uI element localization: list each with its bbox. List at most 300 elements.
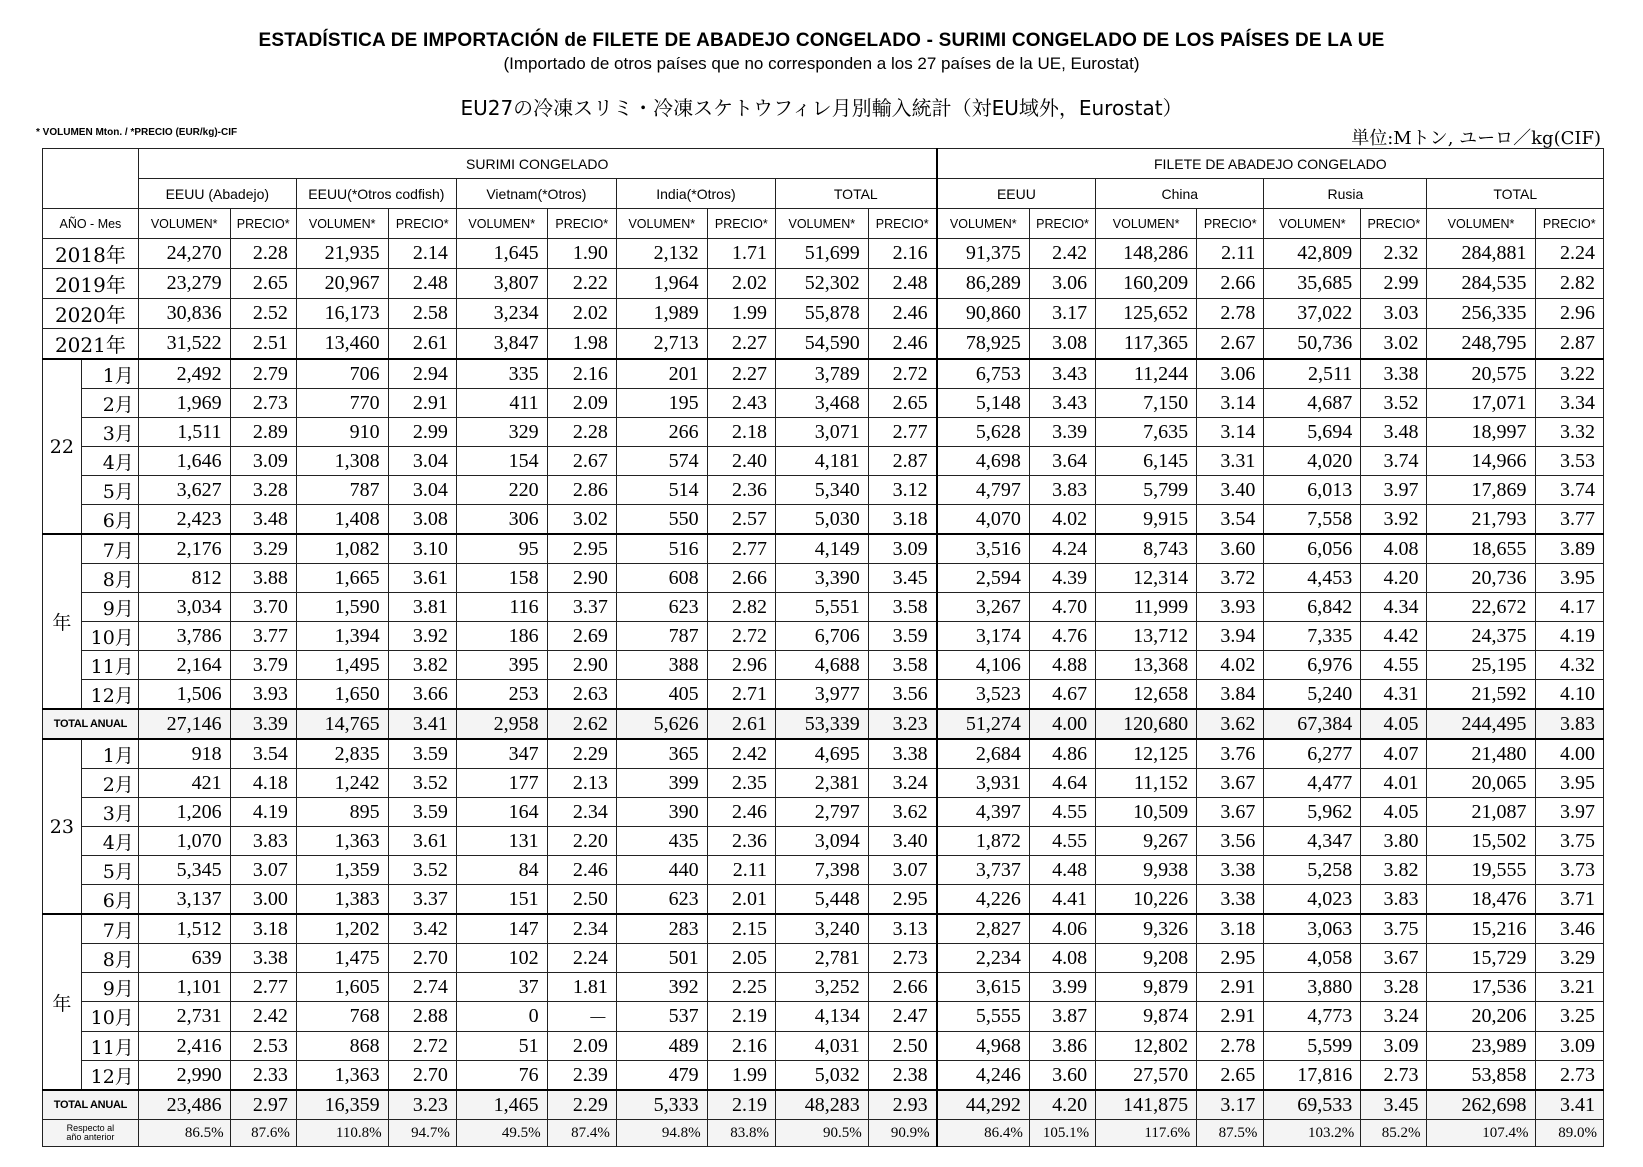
volume-cell: 5,340 — [775, 476, 868, 505]
price-cell: 3.39 — [1029, 418, 1095, 447]
respect-previous-year-row — [43, 1120, 1604, 1147]
volume-cell: 17,869 — [1427, 476, 1535, 505]
volume-cell: 5,799 — [1096, 476, 1197, 505]
price-cell: 3.18 — [868, 505, 936, 535]
price-cell: 2.78 — [1197, 1032, 1264, 1061]
price-cell: 2.78 — [1197, 299, 1264, 329]
volume-cell: 3,880 — [1264, 973, 1361, 1002]
volume-cell: 17,816 — [1264, 1061, 1361, 1091]
price-cell: 3.38 — [1197, 885, 1264, 915]
volume-cell: 1,605 — [296, 973, 388, 1002]
month-row — [43, 593, 1604, 622]
volume-cell: 6,976 — [1264, 651, 1361, 680]
unit-note: * VOLUMEN Mton. / *PRECIO (EUR/kg)-CIF — [36, 127, 238, 138]
volume-cell: 31,522 — [138, 329, 230, 360]
price-cell: 2.74 — [388, 973, 456, 1002]
volume-cell: 86.4% — [937, 1120, 1030, 1147]
volume-cell: 13,712 — [1096, 622, 1197, 651]
price-cell: 3.29 — [230, 534, 296, 564]
price-cell: 2.66 — [707, 564, 775, 593]
volume-cell: 2,781 — [775, 944, 868, 973]
column-header-volumen: VOLUMEN* — [937, 209, 1030, 239]
year-label: 2021年 — [43, 329, 139, 360]
price-cell: 2.67 — [1197, 329, 1264, 360]
price-cell: 3.04 — [388, 476, 456, 505]
volume-cell: 2,511 — [1264, 359, 1361, 389]
volume-cell: 5,148 — [937, 389, 1030, 418]
volume-cell: 12,314 — [1096, 564, 1197, 593]
price-cell: 2.90 — [547, 564, 616, 593]
volume-cell: 623 — [616, 885, 707, 915]
volume-cell: 90,860 — [937, 299, 1030, 329]
volume-cell: 2,731 — [138, 1002, 230, 1032]
volume-cell: 76 — [456, 1061, 547, 1091]
volume-cell: 918 — [138, 739, 230, 769]
volume-cell: 2,713 — [616, 329, 707, 360]
month-label: 6月 — [81, 505, 138, 535]
price-cell: 2.95 — [1197, 944, 1264, 973]
volume-cell: 117.6% — [1096, 1120, 1197, 1147]
price-cell: 2.73 — [230, 389, 296, 418]
volume-cell: 4,226 — [937, 885, 1030, 915]
price-cell: 3.07 — [230, 856, 296, 885]
price-cell: 2.05 — [707, 944, 775, 973]
price-cell: 2.82 — [1535, 269, 1603, 299]
price-cell: 3.83 — [1361, 885, 1427, 915]
month-row — [43, 447, 1604, 476]
price-cell: 3.10 — [388, 534, 456, 564]
volume-cell: 86.5% — [138, 1120, 230, 1147]
column-header-volumen: VOLUMEN* — [616, 209, 707, 239]
volume-cell: 42,809 — [1264, 239, 1361, 269]
month-label: 8月 — [81, 944, 138, 973]
volume-cell: 5,555 — [937, 1002, 1030, 1032]
month-row — [43, 359, 1604, 389]
volume-cell: 7,398 — [775, 856, 868, 885]
volume-cell: 347 — [456, 739, 547, 769]
total-annual-label: TOTAL ANUAL — [43, 709, 139, 739]
month-row — [43, 564, 1604, 593]
volume-cell: 120,680 — [1096, 709, 1197, 739]
volume-cell: 55,878 — [775, 299, 868, 329]
price-cell: 4.01 — [1361, 769, 1427, 798]
price-cell: 2.15 — [707, 914, 775, 944]
price-cell: 1.99 — [707, 1061, 775, 1091]
volume-cell: 4,106 — [937, 651, 1030, 680]
volume-cell: 1,645 — [456, 239, 547, 269]
price-cell: 2.09 — [547, 1032, 616, 1061]
volume-cell: 14,765 — [296, 709, 388, 739]
volume-cell: 20,575 — [1427, 359, 1535, 389]
volume-cell: 1,394 — [296, 622, 388, 651]
year-suffix-label: 年 — [43, 534, 82, 709]
page-title: ESTADÍSTICA DE IMPORTACIÓN de FILETE DE ABADEJO CONGELADO - SURIMI CONGELADO DE LOS PAÍSES DE LA UE — [258, 30, 1385, 51]
volume-cell: 1,206 — [138, 798, 230, 827]
price-cell: 1.71 — [707, 239, 775, 269]
price-cell: 2.73 — [868, 944, 936, 973]
price-cell: 3.14 — [1197, 418, 1264, 447]
volume-cell: 4,134 — [775, 1002, 868, 1032]
volume-cell: 50,736 — [1264, 329, 1361, 360]
price-cell: 2.62 — [547, 709, 616, 739]
volume-cell: 9,879 — [1096, 973, 1197, 1002]
price-cell: 4.08 — [1361, 534, 1427, 564]
volume-cell: 4,688 — [775, 651, 868, 680]
price-cell: 3.02 — [547, 505, 616, 535]
price-cell: 3.93 — [1197, 593, 1264, 622]
annual-row — [43, 269, 1604, 299]
volume-cell: 3,240 — [775, 914, 868, 944]
month-row — [43, 651, 1604, 680]
volume-cell: 1,989 — [616, 299, 707, 329]
price-cell: 3.92 — [388, 622, 456, 651]
month-label: 5月 — [81, 476, 138, 505]
month-label: 4月 — [81, 827, 138, 856]
volume-cell: 158 — [456, 564, 547, 593]
volume-cell: 11,999 — [1096, 593, 1197, 622]
volume-cell: 5,626 — [616, 709, 707, 739]
price-cell: 3.08 — [1029, 329, 1095, 360]
month-row — [43, 739, 1604, 769]
volume-cell: 365 — [616, 739, 707, 769]
price-cell: 4.05 — [1361, 709, 1427, 739]
volume-cell: 2,416 — [138, 1032, 230, 1061]
month-label: 3月 — [81, 798, 138, 827]
price-cell: 3.09 — [868, 534, 936, 564]
volume-cell: 18,476 — [1427, 885, 1535, 915]
volume-cell: 18,997 — [1427, 418, 1535, 447]
price-cell: 3.28 — [1361, 973, 1427, 1002]
volume-cell: 405 — [616, 680, 707, 710]
month-label: 6月 — [81, 885, 138, 915]
price-cell: 90.9% — [868, 1120, 936, 1147]
price-cell: 3.80 — [1361, 827, 1427, 856]
column-header-precio: PRECIO* — [547, 209, 616, 239]
price-cell: 3.52 — [1361, 389, 1427, 418]
price-cell: 4.05 — [1361, 798, 1427, 827]
price-cell: 4.34 — [1361, 593, 1427, 622]
month-label: 11月 — [81, 1032, 138, 1061]
month-label: 2月 — [81, 389, 138, 418]
price-cell: 3.84 — [1197, 680, 1264, 710]
volume-cell: 48,283 — [775, 1090, 868, 1120]
volume-cell: 3,034 — [138, 593, 230, 622]
price-cell: 3.07 — [868, 856, 936, 885]
price-cell: 2.86 — [547, 476, 616, 505]
price-cell: 2.29 — [547, 739, 616, 769]
volume-cell: 35,685 — [1264, 269, 1361, 299]
column-header-precio: PRECIO* — [230, 209, 296, 239]
price-cell: 4.55 — [1361, 651, 1427, 680]
price-cell: 3.09 — [230, 447, 296, 476]
price-cell: 3.56 — [1197, 827, 1264, 856]
volume-cell: 6,277 — [1264, 739, 1361, 769]
sub-header-surimi-eeuu-abadejo: EEUU (Abadejo) — [138, 179, 296, 209]
price-cell: 3.41 — [1535, 1090, 1603, 1120]
price-cell: 3.04 — [388, 447, 456, 476]
volume-cell: 550 — [616, 505, 707, 535]
volume-cell: 95 — [456, 534, 547, 564]
price-cell: 2.28 — [547, 418, 616, 447]
volume-cell: 125,652 — [1096, 299, 1197, 329]
volume-cell: 1,082 — [296, 534, 388, 564]
sub-header-surimi-total: TOTAL — [775, 179, 936, 209]
column-header-volumen: VOLUMEN* — [138, 209, 230, 239]
price-cell: 4.02 — [1197, 651, 1264, 680]
price-cell: 3.79 — [230, 651, 296, 680]
price-cell: 85.2% — [1361, 1120, 1427, 1147]
volume-cell: 20,206 — [1427, 1002, 1535, 1032]
volume-cell: 4,687 — [1264, 389, 1361, 418]
price-cell: 3.62 — [868, 798, 936, 827]
volume-cell: 51 — [456, 1032, 547, 1061]
price-cell: 3.32 — [1535, 418, 1603, 447]
price-cell: 2.25 — [707, 973, 775, 1002]
month-label: 2月 — [81, 769, 138, 798]
volume-cell: 103.2% — [1264, 1120, 1361, 1147]
volume-cell: 1,363 — [296, 827, 388, 856]
price-cell: 3.18 — [1197, 914, 1264, 944]
price-cell: 3.25 — [1535, 1002, 1603, 1032]
month-label: 7月 — [81, 914, 138, 944]
volume-cell: 4,698 — [937, 447, 1030, 476]
volume-cell: 1,383 — [296, 885, 388, 915]
price-cell: 3.38 — [1197, 856, 1264, 885]
price-cell: 3.37 — [547, 593, 616, 622]
month-row — [43, 389, 1604, 418]
volume-cell: 4,149 — [775, 534, 868, 564]
volume-cell: 148,286 — [1096, 239, 1197, 269]
volume-cell: 5,628 — [937, 418, 1030, 447]
price-cell: 2.48 — [388, 269, 456, 299]
price-cell: 2.77 — [707, 534, 775, 564]
price-cell: 2.61 — [388, 329, 456, 360]
volume-cell: 5,599 — [1264, 1032, 1361, 1061]
column-header-volumen: VOLUMEN* — [1096, 209, 1197, 239]
volume-cell: 3,468 — [775, 389, 868, 418]
volume-cell: 2,835 — [296, 739, 388, 769]
volume-cell: 910 — [296, 418, 388, 447]
price-cell: 3.61 — [388, 827, 456, 856]
price-cell: 3.48 — [230, 505, 296, 535]
volume-cell: 23,989 — [1427, 1032, 1535, 1061]
volume-cell: 86,289 — [937, 269, 1030, 299]
page-subtitle: (Importado de otros países que no corresponden a los 27 países de la UE, Eurostat) — [503, 54, 1140, 73]
price-cell: 2.16 — [707, 1032, 775, 1061]
price-cell: 3.24 — [1361, 1002, 1427, 1032]
volume-cell: 516 — [616, 534, 707, 564]
volume-cell: 15,502 — [1427, 827, 1535, 856]
volume-cell: 15,729 — [1427, 944, 1535, 973]
volume-cell: 2,797 — [775, 798, 868, 827]
price-cell: 4.39 — [1029, 564, 1095, 593]
volume-cell: 1,650 — [296, 680, 388, 710]
volume-cell: 12,658 — [1096, 680, 1197, 710]
price-cell: 2.34 — [547, 798, 616, 827]
price-cell: 2.87 — [1535, 329, 1603, 360]
volume-cell: 2,990 — [138, 1061, 230, 1091]
price-cell: 2.46 — [707, 798, 775, 827]
price-cell: 4.08 — [1029, 944, 1095, 973]
volume-cell: 10,509 — [1096, 798, 1197, 827]
volume-cell: 5,240 — [1264, 680, 1361, 710]
volume-cell: 812 — [138, 564, 230, 593]
price-cell: 2.52 — [230, 299, 296, 329]
price-cell: 2.69 — [547, 622, 616, 651]
month-row — [43, 769, 1604, 798]
volume-cell: 2,234 — [937, 944, 1030, 973]
price-cell: 4.06 — [1029, 914, 1095, 944]
volume-cell: 24,270 — [138, 239, 230, 269]
month-label: 10月 — [81, 622, 138, 651]
volume-cell: 24,375 — [1427, 622, 1535, 651]
price-cell: 4.20 — [1361, 564, 1427, 593]
volume-cell: 11,244 — [1096, 359, 1197, 389]
price-cell: 2.42 — [1029, 239, 1095, 269]
volume-cell: 21,480 — [1427, 739, 1535, 769]
volume-cell: 1,359 — [296, 856, 388, 885]
month-label: 3月 — [81, 418, 138, 447]
annual-row — [43, 239, 1604, 269]
price-cell: 4.41 — [1029, 885, 1095, 915]
unit-note-japanese: 単位:Mトン, ユーロ／kg(CIF) — [1351, 128, 1601, 149]
volume-cell: 1,101 — [138, 973, 230, 1002]
volume-cell: 1,308 — [296, 447, 388, 476]
volume-cell: 4,347 — [1264, 827, 1361, 856]
volume-cell: 5,258 — [1264, 856, 1361, 885]
volume-cell: 5,333 — [616, 1090, 707, 1120]
price-cell: 3.75 — [1361, 914, 1427, 944]
volume-cell: 2,132 — [616, 239, 707, 269]
price-cell: 2.58 — [388, 299, 456, 329]
price-cell: 3.00 — [230, 885, 296, 915]
price-cell: 3.23 — [388, 1090, 456, 1120]
volume-cell: 20,065 — [1427, 769, 1535, 798]
column-header-precio: PRECIO* — [1535, 209, 1603, 239]
price-cell: 2.94 — [388, 359, 456, 389]
volume-cell: 25,195 — [1427, 651, 1535, 680]
price-cell: 3.31 — [1197, 447, 1264, 476]
price-cell: 89.0% — [1535, 1120, 1603, 1147]
price-cell: 3.45 — [1361, 1090, 1427, 1120]
volume-cell: 6,842 — [1264, 593, 1361, 622]
volume-cell: 3,615 — [937, 973, 1030, 1002]
volume-cell: 15,216 — [1427, 914, 1535, 944]
price-cell: 3.59 — [868, 622, 936, 651]
volume-cell: 3,390 — [775, 564, 868, 593]
volume-cell: 1,590 — [296, 593, 388, 622]
price-cell: 2.66 — [1197, 269, 1264, 299]
volume-cell: 395 — [456, 651, 547, 680]
price-cell: 2.46 — [868, 299, 936, 329]
volume-cell: 574 — [616, 447, 707, 476]
price-cell: 3.03 — [1361, 299, 1427, 329]
price-cell: 3.42 — [388, 914, 456, 944]
volume-cell: 9,874 — [1096, 1002, 1197, 1032]
price-cell: 3.54 — [230, 739, 296, 769]
price-cell: 2.95 — [868, 885, 936, 915]
price-cell: 3.75 — [1535, 827, 1603, 856]
price-cell: 3.62 — [1197, 709, 1264, 739]
volume-cell: 141,875 — [1096, 1090, 1197, 1120]
year-suffix-label: 年 — [43, 914, 82, 1090]
price-cell: 2.01 — [707, 885, 775, 915]
price-cell: 4.00 — [1535, 739, 1603, 769]
price-cell: 2.18 — [707, 418, 775, 447]
volume-cell: 11,152 — [1096, 769, 1197, 798]
volume-cell: 19,555 — [1427, 856, 1535, 885]
volume-cell: 3,847 — [456, 329, 547, 360]
volume-cell: 12,802 — [1096, 1032, 1197, 1061]
column-header-volumen: VOLUMEN* — [296, 209, 388, 239]
volume-cell: 27,146 — [138, 709, 230, 739]
month-label: 9月 — [81, 593, 138, 622]
volume-cell: 1,872 — [937, 827, 1030, 856]
price-cell: 87.4% — [547, 1120, 616, 1147]
page-title-japanese: EU27の冷凍スリミ・冷凍スケトウフィレ月別輸入統計（対EU域外，Eurostat） — [460, 96, 1183, 120]
month-row — [43, 973, 1604, 1002]
volume-cell: 13,460 — [296, 329, 388, 360]
price-cell: 2.50 — [547, 885, 616, 915]
volume-cell: 9,267 — [1096, 827, 1197, 856]
price-cell: 3.09 — [1361, 1032, 1427, 1061]
volume-cell: 262,698 — [1427, 1090, 1535, 1120]
price-cell: 3.43 — [1029, 359, 1095, 389]
price-cell: 4.64 — [1029, 769, 1095, 798]
volume-cell: 639 — [138, 944, 230, 973]
price-cell: 3.92 — [1361, 505, 1427, 535]
volume-cell: 2,684 — [937, 739, 1030, 769]
volume-cell: 3,786 — [138, 622, 230, 651]
volume-cell: 3,977 — [775, 680, 868, 710]
volume-cell: 3,234 — [456, 299, 547, 329]
month-row — [43, 476, 1604, 505]
price-cell: 4.19 — [1535, 622, 1603, 651]
price-cell: 3.97 — [1535, 798, 1603, 827]
volume-cell: 10,226 — [1096, 885, 1197, 915]
volume-cell: 8,743 — [1096, 534, 1197, 564]
volume-cell: 5,032 — [775, 1061, 868, 1091]
volume-cell: 9,326 — [1096, 914, 1197, 944]
price-cell: 3.08 — [388, 505, 456, 535]
price-cell: 2.28 — [230, 239, 296, 269]
price-cell: 3.83 — [230, 827, 296, 856]
price-cell: 2.82 — [707, 593, 775, 622]
price-cell: 83.8% — [707, 1120, 775, 1147]
volume-cell: 49.5% — [456, 1120, 547, 1147]
volume-cell: 5,551 — [775, 593, 868, 622]
price-cell: 3.76 — [1197, 739, 1264, 769]
annual-row — [43, 329, 1604, 360]
volume-cell: 9,208 — [1096, 944, 1197, 973]
price-cell: 3.72 — [1197, 564, 1264, 593]
volume-cell: 4,477 — [1264, 769, 1361, 798]
price-cell: 2.46 — [547, 856, 616, 885]
volume-cell: 768 — [296, 1002, 388, 1032]
volume-cell: 787 — [296, 476, 388, 505]
volume-cell: 5,448 — [775, 885, 868, 915]
price-cell: 3.41 — [388, 709, 456, 739]
price-cell: 3.45 — [868, 564, 936, 593]
volume-cell: 868 — [296, 1032, 388, 1061]
volume-cell: 1,363 — [296, 1061, 388, 1091]
volume-cell: 3,516 — [937, 534, 1030, 564]
price-cell: 3.37 — [388, 885, 456, 915]
volume-cell: 27,570 — [1096, 1061, 1197, 1091]
volume-cell: 440 — [616, 856, 707, 885]
price-cell: 2.53 — [230, 1032, 296, 1061]
price-cell: － — [547, 1002, 616, 1032]
